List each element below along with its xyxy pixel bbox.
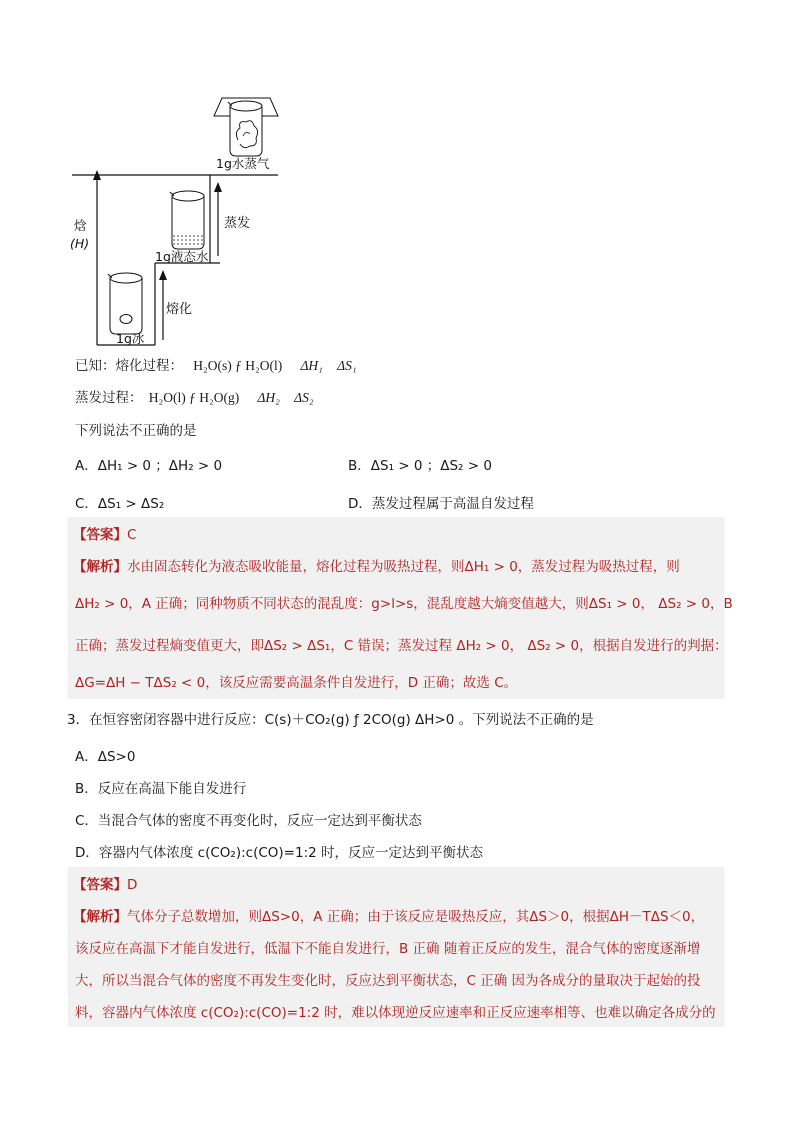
q3-option-c: C．当混合气体的密度不再变化时，反应一定达到平衡状态 xyxy=(75,813,422,829)
q2-analysis-line-2: ΔH₂ > 0，A 正确；同种物质不同状态的混乱度：g>l>s，混乱度越大熵变值越大，则ΔS₁ > 0， ΔS₂ > 0，B xyxy=(75,596,733,612)
q3-option-a: A．ΔS>0 xyxy=(75,749,136,765)
liquid-label: 1g液态水 xyxy=(155,249,209,264)
q3-option-b: B．反应在高温下能自发进行 xyxy=(75,781,247,797)
evaporation-equation: H₂O(l) ƒ H₂O(g) xyxy=(148,390,240,405)
q2-answer-value: C xyxy=(127,527,137,543)
axis-label-enthalpy: 焓 xyxy=(74,218,87,233)
melting-equation: H₂O(s) ƒ H₂O(l) xyxy=(193,358,283,373)
evaporation-label: 蒸发 xyxy=(224,216,251,231)
q2-analysis-line-4: ΔG=ΔH − TΔS₂ < 0，该反应需要高温条件自发进行，D 正确；故选 C。 xyxy=(75,675,518,691)
q3-analysis-line-4: 料，容器内气体浓度 c(CO₂):c(CO)=1:2 时，难以体现逆反应速率和正反应速率相等、也难以确定各成分的 xyxy=(75,1005,716,1021)
q2-answer: 【答案】C xyxy=(73,527,137,543)
q2-question: 下列说法不正确的是 xyxy=(75,423,197,439)
vapor-label: 1g水蒸气 xyxy=(216,156,270,171)
water-vapor-beaker-icon xyxy=(214,98,278,156)
q2-option-d: D．蒸发过程属于高温自发过程 xyxy=(348,496,534,512)
q3-analysis-line-2: 该反应在高温下才能自发进行，低温下不能自发进行，B 正确 随着正反应的发生，混合气体的密度逐渐增 xyxy=(75,941,701,957)
q2-analysis-line-3: 正确；蒸发过程熵变值更大，即ΔS₂ > ΔS₁，C 错误；蒸发过程 ΔH₂ > 0， ΔS₂ > 0，根据自发进行的判据： xyxy=(75,638,728,654)
q2-option-a: A．ΔH₁ > 0 ；ΔH₂ > 0 xyxy=(75,458,223,474)
axis-label-h: (H) xyxy=(70,236,90,251)
q3-option-d: D．容器内气体浓度 c(CO₂):c(CO)=1:2 时，反应一定达到平衡状态 xyxy=(75,845,483,861)
q2-analysis-line-1: 【解析】水由固态转化为液态吸收能量，熔化过程为吸热过程，则ΔH₁ > 0，蒸发过程为吸热过程，则 xyxy=(73,559,680,575)
evaporation-dh: ΔH₂ xyxy=(257,390,280,405)
q2-option-c: C．ΔS₁ > ΔS₂ xyxy=(75,496,165,512)
ice-label: 1g冰 xyxy=(116,331,145,346)
ice-beaker-icon xyxy=(108,273,142,334)
q3-analysis-line-1: 【解析】气体分子总数增加，则ΔS>0，A 正确；由于该反应是吸热反应，其ΔS＞0，根据ΔH－TΔS＜0， xyxy=(73,909,705,925)
known-melting-line: 已知：熔化过程： H₂O(s) ƒ H₂O(l) ΔH₁ ΔS₁ xyxy=(75,358,357,374)
melting-ds: ΔS₁ xyxy=(337,358,357,373)
q3-answer: 【答案】D xyxy=(73,877,138,893)
q2-option-b: B．ΔS₁ > 0 ；ΔS₂ > 0 xyxy=(348,458,492,474)
evaporation-ds: ΔS₂ xyxy=(294,390,314,405)
q3-analysis-line-3: 大，所以当混合气体的密度不再发生变化时，反应达到平衡状态，C 正确 因为各成分的量取决于起始的投 xyxy=(75,973,701,989)
q3-stem: 3．在恒容密闭容器中进行反应：C(s)＋CO₂(g) ƒ 2CO(g) ΔH>0 。下列说法不正确的是 xyxy=(67,712,594,728)
known-evaporation-line: 蒸发过程： H₂O(l) ƒ H₂O(g) ΔH₂ ΔS₂ xyxy=(75,390,314,406)
liquid-water-beaker-icon xyxy=(170,191,204,249)
melting-dh: ΔH₁ xyxy=(300,358,323,373)
q3-answer-value: D xyxy=(127,877,138,893)
enthalpy-diagram xyxy=(60,88,300,353)
melting-label: 熔化 xyxy=(166,302,193,317)
